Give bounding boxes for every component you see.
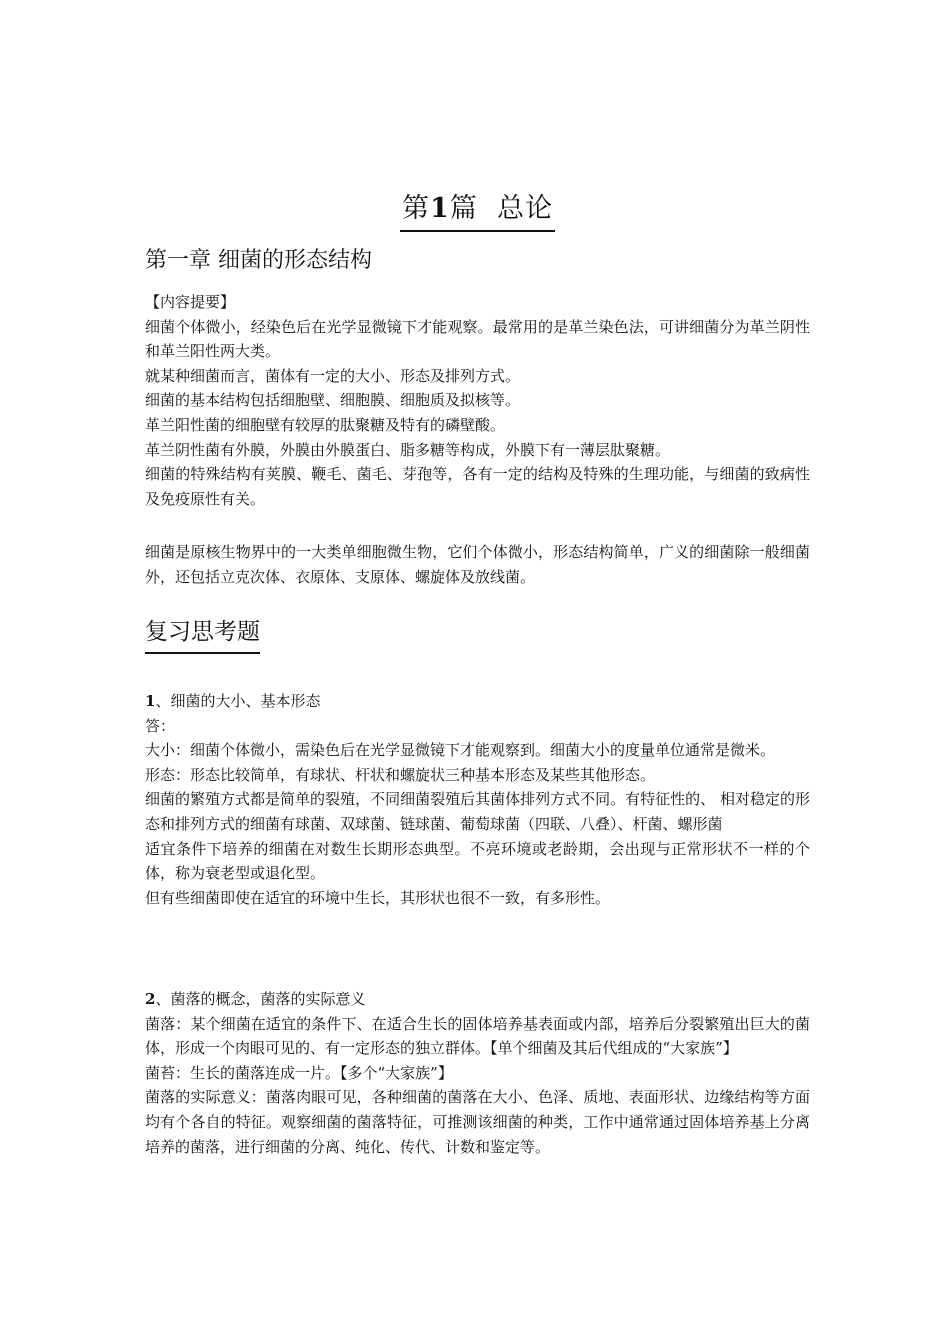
chapter-title: 第一章 细菌的形态结构: [145, 248, 372, 273]
answer-line: 适宜条件下培养的细菌在对数生长期形态典型。不亮环境或老龄期，会出现与正常形状不一样的个体，称为衰老型或退化型。: [145, 839, 810, 883]
part-title-underline: [400, 190, 555, 232]
summary-line: 革兰阳性菌的细胞壁有较厚的肽聚糖及特有的磷壁酸。: [145, 415, 506, 434]
review-title-text: 复习思考题: [145, 615, 260, 654]
answer-line: 大小：细菌个体微小，需染色后在光学显微镜下才能观察到。细菌大小的度量单位通常是微米。: [145, 741, 776, 760]
summary-line: 细菌个体微小，经染色后在光学显微镜下才能观察。最常用的是革兰染色法，可讲细菌分为革兰阴性和革兰阳性两大类。: [145, 317, 810, 361]
question-2-title: [145, 987, 810, 1012]
answer-line: 菌落：某个细菌在适宜的条件下、在适合生长的固体培养基表面或内部，培养后分裂繁殖出巨大的菌体，形成一个肉眼可见的、有一定形态的独立群体。【单个细菌及其后代组成的“大家族”】: [145, 1014, 810, 1058]
question-2-number: 2: [145, 990, 156, 1008]
part-title-prefix: 第: [402, 193, 431, 224]
intro-paragraph: 细菌是原核生物界中的一大类单细胞微生物，它们个体微小，形态结构简单，广义的细菌除一般细菌外，还包括立克次体、衣原体、支原体、螺旋体及放线菌。: [145, 543, 810, 586]
answer-line: 细菌的繁殖方式都是简单的裂殖，不同细菌裂殖后其菌体排列方式不同。有特征性的、 相对稳定的形态和排列方式的细菌有球菌、双球菌、链球菌、葡萄球菌（四联、八叠）、杆菌、螺形菌: [145, 790, 810, 833]
summary-heading: 【内容提要】: [145, 293, 236, 311]
summary-line: 革兰阴性菌有外膜，外膜由外膜蛋白、脂多糖等构成，外膜下有一薄层肽聚糖。: [145, 440, 671, 459]
part-title: [145, 190, 810, 232]
question-2: [145, 987, 810, 1159]
summary-line: 细菌的基本结构包括细胞壁、细胞膜、细胞质及拟核等。: [145, 391, 521, 410]
answer-line: 但有些细菌即使在适宜的环境中生长，其形状也很不一致，有多形性。: [145, 888, 611, 907]
part-title-suffix: 篇 总论: [449, 193, 553, 224]
question-1: [145, 689, 810, 910]
question-1-title: [145, 689, 810, 714]
answer-line: 菌落的实际意义：菌落肉眼可见，各种细菌的菌落在大小、色泽、质地、表面形状、边缘结构等方面均有个各自的特征。观察细菌的菌落特征，可推测该细菌的种类，工作中通常通过固体培养基上分离培养的菌落，进行细菌的分离、纯化、传代、计数和鉴定等。: [145, 1088, 810, 1156]
part-title-number: 1: [430, 193, 450, 224]
answer-line: 菌苔：生长的菌落连成一片。【多个“大家族”】: [145, 1063, 453, 1082]
question-2-text: 、菌落的概念，菌落的实际意义: [155, 990, 366, 1008]
review-title: [145, 615, 260, 654]
document-page: [145, 0, 810, 1344]
answer-line: 形态：形态比较简单，有球状、杆状和螺旋状三种基本形态及某些其他形态。: [145, 765, 656, 784]
question-1-text: 、细菌的大小、基本形态: [155, 692, 321, 710]
question-1-number: 1: [145, 692, 156, 710]
answer-label: 答：: [145, 716, 176, 735]
summary-line: 就某种细菌而言，菌体有一定的大小、形态及排列方式。: [145, 366, 521, 385]
summary-section: [145, 290, 810, 511]
intro-section: [145, 540, 810, 589]
summary-line: 细菌的特殊结构有荚膜、鞭毛、菌毛、芽孢等，各有一定的结构及特殊的生理功能，与细菌的致病性及免疫原性有关。: [145, 465, 810, 508]
